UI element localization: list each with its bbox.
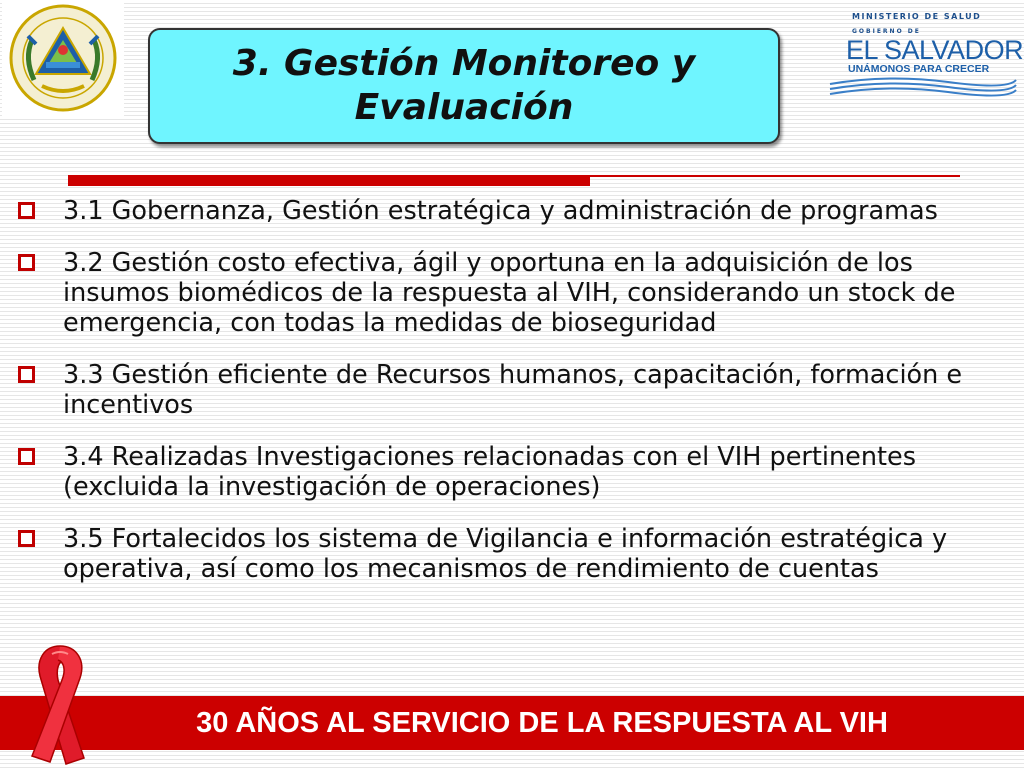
title-line-1: 3. Gestión Monitoreo y xyxy=(232,43,696,84)
government-label: GOBIERNO DE xyxy=(852,28,921,35)
title-line-2: Evaluación xyxy=(354,87,574,128)
government-logo xyxy=(828,8,1024,100)
red-divider-bar xyxy=(68,175,590,186)
list-item-text: 3.2 Gestión costo efectiva, ágil y oportuna en la adquisición de los insumos biomédicos de la respuesta al VIH, considerando un stock de emergencia, con todas la medidas de bioseguridad xyxy=(63,248,956,338)
square-bullet-icon xyxy=(18,202,35,219)
list-item-text: 3.1 Gobernanza, Gestión estratégica y administración de programas xyxy=(63,196,938,226)
square-bullet-icon xyxy=(18,254,35,271)
list-item xyxy=(14,196,1014,226)
bullet-list xyxy=(14,196,1014,606)
red-ribbon-icon xyxy=(14,640,106,768)
list-item xyxy=(14,248,1014,338)
list-item xyxy=(14,524,1014,584)
coat-of-arms-icon xyxy=(2,0,124,116)
square-bullet-icon xyxy=(18,366,35,383)
red-divider-line xyxy=(590,175,960,177)
waves-icon xyxy=(828,74,1018,100)
list-item-text: 3.5 Fortalecidos los sistema de Vigilancia e información estratégica y operativa, así como los mecanismos de rendimiento de cuentas xyxy=(63,524,948,584)
slide-title xyxy=(233,42,695,130)
list-item xyxy=(14,360,1014,420)
footer-banner-text: 30 AÑOS AL SERVICIO DE LA RESPUESTA AL VIH xyxy=(196,707,888,739)
title-box xyxy=(148,28,780,144)
country-label: EL SALVADOR xyxy=(846,35,1024,65)
square-bullet-icon xyxy=(18,448,35,465)
list-item xyxy=(14,442,1014,502)
list-item-text: 3.3 Gestión eficiente de Recursos humanos, capacitación, formación e incentivos xyxy=(63,360,963,420)
square-bullet-icon xyxy=(18,530,35,547)
motto-label: UNÁMONOS PARA CRECER xyxy=(848,63,990,75)
list-item-text: 3.4 Realizadas Investigaciones relacionadas con el VIH pertinentes (excluida la investigación de operaciones) xyxy=(63,442,916,502)
footer-banner xyxy=(0,696,1024,750)
ministry-label: MINISTERIO DE SALUD xyxy=(852,12,982,21)
